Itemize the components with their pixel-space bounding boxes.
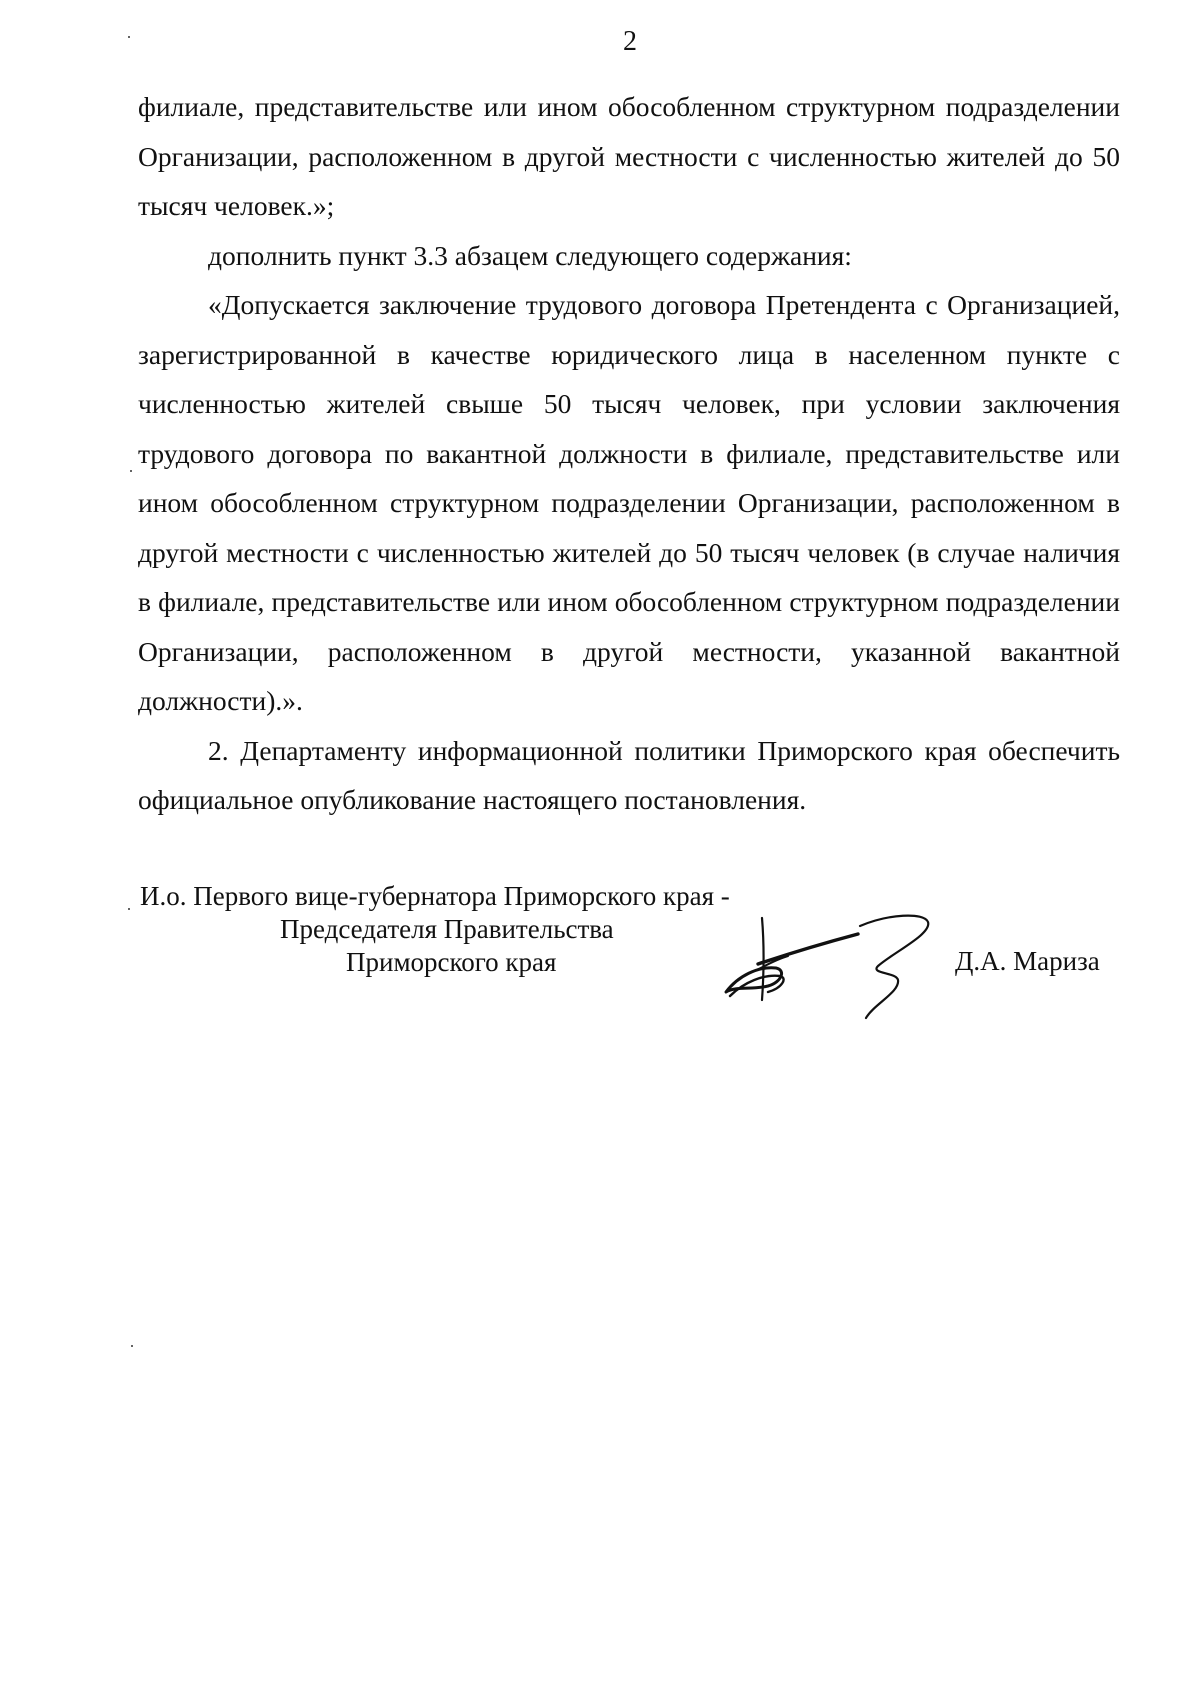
signatory-title-line-2: Председателя Правительства — [280, 914, 614, 944]
scan-speck — [131, 1345, 133, 1347]
handwritten-signature — [718, 912, 946, 1020]
scan-speck — [130, 470, 132, 472]
document-body — [138, 82, 1120, 825]
page-number: 2 — [623, 26, 637, 57]
signatory-name: Д.А. Мариза — [955, 946, 1100, 976]
signatory-title-line-3: Приморского края — [346, 947, 557, 977]
signatory-title — [140, 880, 730, 979]
paragraph-amendment-intro: дополнить пункт 3.3 абзацем следующего содержания: — [208, 239, 852, 271]
paragraph-item-2: 2. Департаменту информационной политики Приморского края обеспечить официальное опубликование настоящего постановления. — [138, 734, 1120, 815]
paragraph-continuation: филиале, представительстве или ином обособленном структурном подразделении Организации, расположенном в другой местности с численностью жителей до 50 тысяч человек.»; — [138, 91, 1120, 221]
scan-speck — [128, 36, 130, 38]
paragraph-amendment-text: «Допускается заключение трудового договора Претендента с Организацией, зарегистрированной в качестве юридического лица в населенном пункте с численностью жителей свыше 50 тысяч человек, при условии заключения трудового договора по вакантной должности в филиале, представительстве или ином обособленном структурном подразделении Организации, расположенном в другой местности с численностью жителей до 50 тысяч человек (в случае наличия в филиале, представительстве или ином обособленном структурном подразделении Организации, расположенном в другой местности, указанной вакантной должности).». — [138, 289, 1120, 716]
scan-speck — [128, 908, 130, 910]
signatory-title-line-1: И.о. Первого вице-губернатора Приморского края - — [140, 881, 730, 911]
